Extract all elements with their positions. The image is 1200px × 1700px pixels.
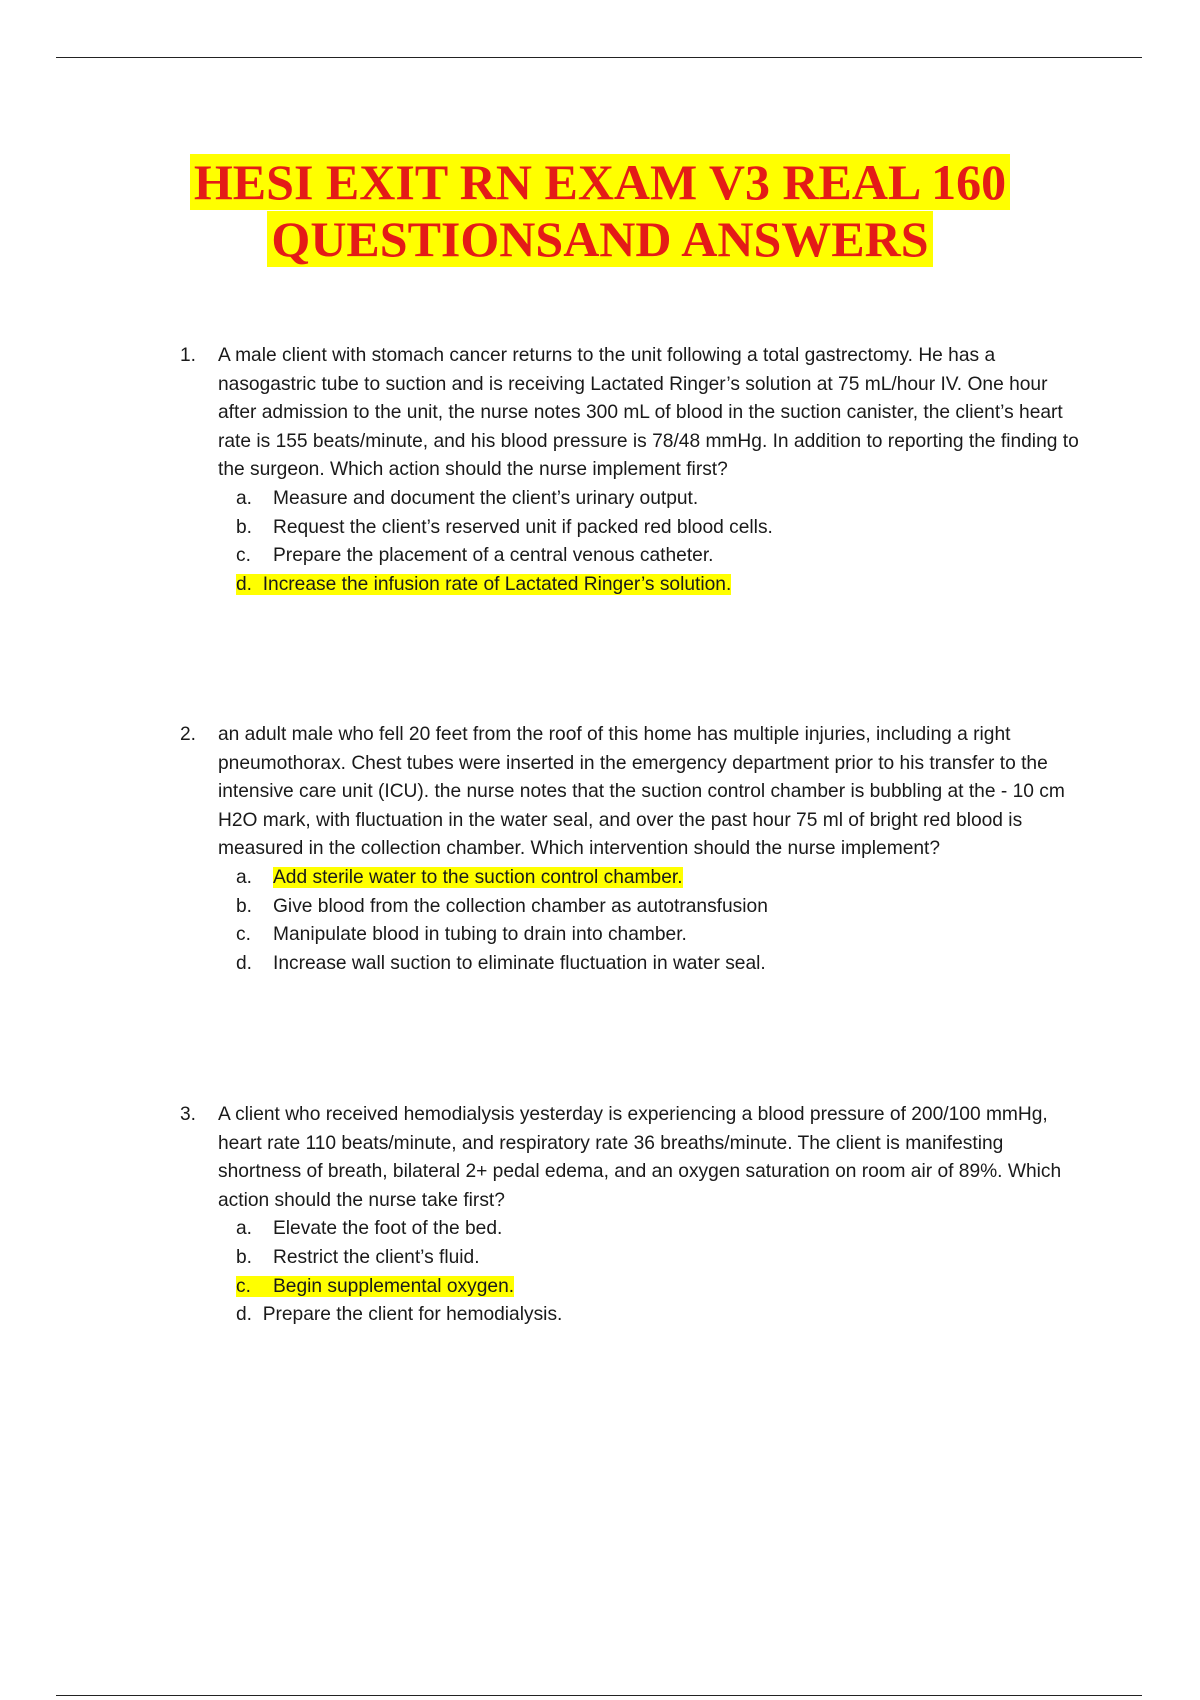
- question-1: [180, 342, 1090, 599]
- option-letter: c.: [236, 1275, 251, 1297]
- option-d-correct-answer: [236, 571, 1090, 600]
- question-text: A client who received hemodialysis yesterday is experiencing a blood pressure of 200/100 mmHg, heart rate 110 beats/minute, and respiratory rate 36 breaths/minute. The client is manifesting shortness of breath, bilateral 2+ pedal edema, and an oxygen saturation on room air of 89%. Which action should the nurse take first?: [218, 1104, 1062, 1211]
- option-b: [236, 514, 1090, 543]
- option-letter: a.: [236, 866, 253, 888]
- answer-options: [180, 1215, 1090, 1329]
- option-c: [236, 542, 1090, 571]
- option-c-correct-answer: [236, 1273, 1090, 1302]
- option-text: Request the client’s reserved unit if packed red blood cells.: [273, 516, 773, 538]
- option-b: [236, 1244, 1090, 1273]
- option-letter: d.: [236, 952, 253, 974]
- document-title: [0, 154, 1200, 268]
- option-text: Increase wall suction to eliminate fluctuation in water seal.: [273, 952, 766, 974]
- option-text: Manipulate blood in tubing to drain into chamber.: [273, 924, 687, 946]
- question-3: [180, 1101, 1090, 1330]
- answer-highlight: [236, 1276, 514, 1297]
- title-line-2: QUESTIONSAND ANSWERS: [267, 211, 932, 267]
- option-text: Elevate the foot of the bed.: [273, 1218, 503, 1240]
- question-text: A male client with stomach cancer returns to the unit following a total gastrectomy. He has a nasogastric tube to suction and is receiving Lactated Ringer’s solution at 75 mL/hour IV. One hour after admission to the unit, the nurse notes 300 mL of blood in the suction canister, the client’s heart rate is 155 beats/minute, and his blood pressure is 78/48 mmHg. In addition to reporting the finding to the surgeon. Which action should the nurse implement first?: [218, 345, 1079, 481]
- question-number: 1.: [180, 345, 197, 366]
- option-d: [236, 950, 1090, 979]
- title-line-1: HESI EXIT RN EXAM V3 REAL 160: [190, 154, 1010, 210]
- answer-options: [180, 485, 1090, 599]
- option-a: [236, 485, 1090, 514]
- option-text: Prepare the client for hemodialysis.: [262, 1304, 563, 1326]
- option-letter: a.: [236, 1218, 253, 1240]
- question-2: [180, 721, 1090, 978]
- option-letter: b.: [236, 516, 253, 538]
- header-rule: [56, 57, 1142, 58]
- footer-rule: [56, 1695, 1142, 1696]
- answer-options: [180, 864, 1090, 978]
- option-letter: c.: [236, 924, 251, 946]
- option-text: Give blood from the collection chamber as autotransfusion: [273, 895, 768, 917]
- option-d: [236, 1301, 1090, 1330]
- option-text: Restrict the client’s fluid.: [273, 1246, 480, 1268]
- option-letter: a.: [236, 487, 253, 509]
- option-text: Increase the infusion rate of Lactated Ringer’s solution.: [262, 573, 732, 595]
- option-text: Prepare the placement of a central venous catheter.: [273, 545, 714, 567]
- answer-highlight: [236, 574, 731, 595]
- option-b: [236, 893, 1090, 922]
- option-letter: d.: [236, 1304, 253, 1326]
- option-letter: b.: [236, 1246, 253, 1268]
- option-c: [236, 921, 1090, 950]
- question-number: 2.: [180, 724, 197, 745]
- option-text: Add sterile water to the suction control chamber.: [273, 866, 683, 888]
- option-a-correct-answer: [236, 864, 1090, 893]
- option-a: [236, 1215, 1090, 1244]
- question-number: 3.: [180, 1104, 197, 1125]
- question-text: an adult male who fell 20 feet from the roof of this home has multiple injuries, including a right pneumothorax. Chest tubes were inserted in the emergency department prior to his transfer to the intensive care unit (ICU). the nurse notes that the suction control chamber is bubbling at the - 10 cm H2O mark, with fluctuation in the water seal, and over the past hour 75 ml of bright red blood is measured in the collection chamber. Which intervention should the nurse implement?: [218, 724, 1065, 860]
- option-text: Begin supplemental oxygen.: [273, 1275, 515, 1297]
- option-letter: b.: [236, 895, 253, 917]
- option-letter: c.: [236, 545, 251, 567]
- option-text: Measure and document the client’s urinary output.: [273, 487, 699, 509]
- option-letter: d.: [236, 573, 253, 595]
